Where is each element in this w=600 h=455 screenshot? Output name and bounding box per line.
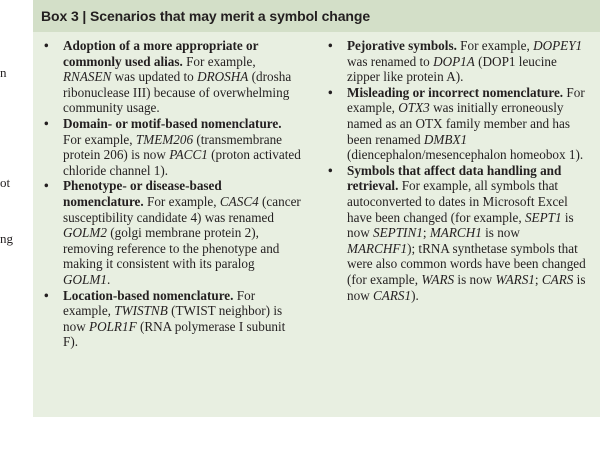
- gene-symbol: CASC4: [219, 193, 259, 209]
- scenario-text: For example,: [456, 38, 534, 53]
- box-title: Box 3 | Scenarios that may merit a symbol change: [41, 8, 371, 24]
- gene-symbol: GOLM2: [63, 225, 107, 241]
- gene-symbol: DOP1A: [433, 53, 475, 69]
- gene-symbol: WARS1: [495, 271, 535, 287]
- gene-symbol: DOPEY1: [533, 38, 583, 53]
- bullet-icon: •: [328, 84, 333, 100]
- scenario-text: For example,: [143, 193, 220, 209]
- scenarios-box: [33, 0, 600, 417]
- gene-symbol: OTX3: [398, 100, 430, 116]
- bullet-icon: •: [44, 178, 49, 194]
- scenario-item: [41, 178, 303, 287]
- scenario-text: For example, all symbols that autoconverted to dates in Microsoft Excel have been changed (for example,: [347, 178, 568, 225]
- scenario-item: [41, 38, 303, 116]
- scenario-text: (diencephalon/mesencephalon homeobox 1).: [347, 147, 584, 163]
- scenario-heading: Misleading or incorrect nomenclature.: [347, 84, 564, 100]
- scenario-list: [41, 38, 303, 350]
- gene-symbol: DROSHA: [197, 69, 249, 85]
- scenario-list: [325, 38, 587, 303]
- scenario-text: was updated to: [111, 69, 198, 85]
- scenario-text: (proton activated chloride channel 1).: [63, 147, 301, 178]
- right-column: [325, 38, 587, 350]
- scenario-text: (cancer susceptibility candidate 4) was renamed: [63, 193, 301, 225]
- scenario-item: [41, 288, 303, 350]
- gene-symbol: DMBX1: [423, 131, 468, 147]
- scenario-text: is now: [347, 271, 586, 303]
- scenario-text: (TWIST neighbor) is now: [63, 303, 283, 334]
- bullet-icon: •: [328, 162, 333, 178]
- scenario-text: (transmembrane protein 206) is now: [63, 131, 283, 163]
- scenario-item: [325, 85, 587, 163]
- scenario-text: was initially erroneously named as an OTX family member and has been renamed: [347, 100, 571, 147]
- margin-text-fragment: ot: [0, 175, 11, 190]
- gene-symbol: RNASEN: [63, 69, 112, 85]
- scenario-heading: Symbols that affect data handling and retrieval.: [347, 162, 562, 194]
- gene-symbol: TWISTNB: [114, 303, 168, 319]
- scenario-item: [325, 38, 587, 85]
- margin-text-fragment: n: [0, 65, 7, 80]
- scenario-text: For example,: [182, 53, 256, 69]
- scenario-text: ).: [411, 287, 419, 303]
- gene-symbol: GOLM1: [63, 271, 107, 287]
- scenario-text: is now: [481, 225, 520, 241]
- gene-symbol: SEPT1: [524, 209, 562, 225]
- left-column: [41, 38, 303, 350]
- gene-symbol: WARS: [421, 271, 455, 287]
- scenario-text: (drosha ribonuclease III) because of overwhelming community usage.: [63, 69, 292, 116]
- scenario-text: ;: [534, 271, 542, 287]
- scenario-heading: Adoption of a more appropriate or commonly used alias.: [63, 38, 259, 69]
- scenario-text: For example,: [63, 287, 256, 319]
- gene-symbol: TMEM206: [135, 131, 194, 147]
- gene-symbol: PACC1: [169, 147, 208, 163]
- box-header: [33, 0, 600, 32]
- scenario-text: (DOP1 leucine zipper like protein A).: [347, 53, 557, 85]
- gene-symbol: CARS1: [373, 287, 412, 303]
- margin-text-fragment: ng: [0, 231, 13, 246]
- scenario-text: ;: [422, 225, 430, 241]
- scenario-item: [41, 116, 303, 178]
- scenario-text: .: [106, 271, 111, 287]
- scenario-heading: Pejorative symbols.: [347, 38, 457, 53]
- scenario-text: For example,: [63, 131, 136, 147]
- gene-symbol: MARCHF1: [347, 240, 408, 256]
- bullet-icon: •: [328, 38, 333, 53]
- scenario-text: is now: [454, 271, 496, 287]
- box-columns: [41, 38, 594, 350]
- scenario-item: [325, 163, 587, 303]
- scenario-heading: Phenotype- or disease-based nomenclature.: [63, 178, 222, 209]
- scenario-text: (golgi membrane protein 2), removing reference to the phenotype and making it consistent with its paralog: [63, 225, 280, 272]
- scenario-heading: Domain- or motif-based nomenclature.: [63, 115, 282, 131]
- bullet-icon: •: [44, 287, 49, 303]
- gene-symbol: SEPTIN1: [373, 225, 423, 241]
- bullet-icon: •: [44, 38, 49, 53]
- scenario-text: was renamed to: [347, 53, 434, 69]
- gene-symbol: POLR1F: [89, 318, 137, 334]
- scenario-heading: Location-based nomenclature.: [63, 287, 234, 303]
- scenario-text: ); tRNA synthetase symbols that were also common words have been changed (for example,: [347, 240, 586, 287]
- gene-symbol: MARCH1: [429, 225, 482, 241]
- scenario-text: For example,: [347, 84, 585, 116]
- bullet-icon: •: [44, 115, 49, 131]
- gene-symbol: CARS: [541, 271, 574, 287]
- scenario-text: is now: [347, 209, 574, 241]
- scenario-text: (RNA polymerase I subunit F).: [63, 318, 286, 350]
